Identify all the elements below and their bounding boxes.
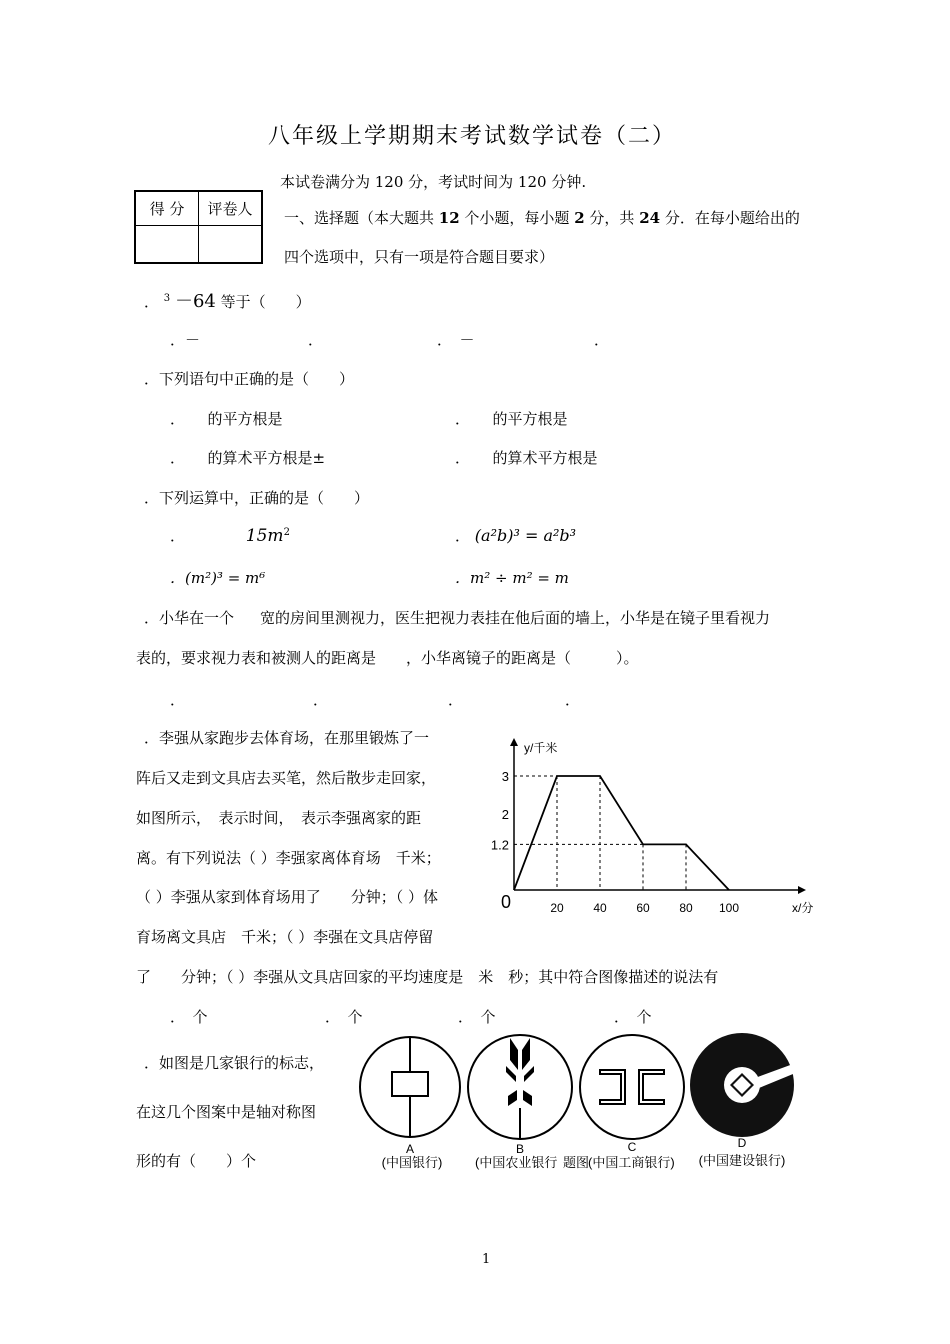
q4-text: ．小华在一个 <box>144 609 235 627</box>
section-heading-line2: 四个选项中，只有一项是符合题目要求） <box>284 248 555 266</box>
q4-option-c[interactable]: ． <box>448 691 464 709</box>
q1-tail: 等于（ ） <box>220 293 311 311</box>
q4-option-d[interactable]: ． <box>565 691 581 709</box>
bank-logos <box>355 1030 805 1170</box>
q5-line: 如图所示， 表示时间， 表示李强离家的距 <box>136 809 422 827</box>
distance-time-chart <box>480 732 820 922</box>
q6-line: ．如图是几家银行的标志， <box>144 1054 325 1072</box>
q5-option-b[interactable]: ． 个 <box>325 1008 363 1026</box>
q1-stem <box>144 287 311 313</box>
q5-line: ．李强从家跑步去体育场，在那里锻炼了一 <box>144 729 430 747</box>
q5-option-c[interactable]: ． 个 <box>458 1008 496 1026</box>
q2-option-c[interactable]: ． 的算术平方根是± <box>170 449 326 467</box>
q6-line: 在这几个图案中是轴对称图 <box>136 1103 317 1121</box>
section-text: 一、选择题（本大题共 <box>284 209 439 227</box>
q3-option-c[interactable]: ．(m²)³ = m⁶ <box>170 569 266 587</box>
q5-line: 阵后又走到文具店去买笔，然后散步走回家， <box>136 769 437 787</box>
y-tick-label: 1.2 <box>490 837 509 853</box>
q1-option-b[interactable]: ． <box>308 331 324 349</box>
q1-option-a[interactable]: ．－ <box>170 331 201 349</box>
q3-option-a-dot: ． <box>170 527 186 545</box>
logo-caption: (中国农业银行 <box>475 1155 558 1170</box>
q5-option-a[interactable]: ． 个 <box>170 1008 208 1026</box>
q3-option-b[interactable] <box>455 525 576 546</box>
q5-option-d[interactable]: ． 个 <box>614 1008 652 1026</box>
logo-caption: (中国银行) <box>381 1155 443 1170</box>
score-table <box>134 190 263 264</box>
q6-line: 形的有（ ）个 <box>136 1152 257 1170</box>
q1-root-index: 3 <box>163 293 171 304</box>
q2-option-b[interactable]: ． 的平方根是 <box>455 410 568 428</box>
logo-caption: (中国工商银行) <box>588 1155 675 1170</box>
logo-a-bank-of-china-icon <box>360 1037 460 1137</box>
q2-option-a[interactable]: ． 的平方根是 <box>170 410 283 428</box>
q3-option-b-expr: (a²b)³ = a²b³ <box>474 526 577 545</box>
q2-stem: ．下列语句中正确的是（ ） <box>144 370 355 388</box>
q1-option-d[interactable]: ． <box>594 331 610 349</box>
q3-option-b-dot: ． <box>455 527 471 545</box>
x-tick-label: 100 <box>718 901 740 915</box>
score-header: 得 分 <box>135 191 199 226</box>
q3-option-a[interactable] <box>170 525 290 546</box>
section-text: 分．在每小题给出的 <box>660 209 800 227</box>
grader-header: 评卷人 <box>199 191 263 226</box>
logo-caption: (中国建设银行) <box>698 1153 786 1168</box>
score-cell[interactable] <box>135 226 199 264</box>
logo-letter: D <box>737 1136 747 1150</box>
section-points: 2 <box>574 209 585 227</box>
y-tick-label: 2 <box>501 807 509 822</box>
q4-line1 <box>144 607 770 628</box>
x-tick-label: 80 <box>679 901 693 915</box>
q5-line: 离。有下列说法（ ）李强家离体育场 千米； <box>136 849 441 867</box>
q3-option-a-expr: 15m <box>245 526 284 546</box>
logo-letter: A <box>405 1142 415 1156</box>
page-title: 八年级上学期期末考试数学试卷（二） <box>268 124 677 149</box>
section-total: 24 <box>639 209 661 227</box>
section-text: 个小题，每小题 <box>459 209 575 227</box>
q3-stem: ．下列运算中，正确的是（ ） <box>144 489 370 507</box>
page-number: 1 <box>482 1252 491 1267</box>
figure-caption: 题图 <box>563 1155 590 1170</box>
x-axis-arrow-icon <box>798 886 806 894</box>
q4-option-b[interactable]: ． <box>313 691 329 709</box>
q4-text: 宽的房间里测视力，医生把视力表挂在他后面的墙上，小华是在镜子里看视力 <box>260 609 771 627</box>
section-count: 12 <box>438 209 460 227</box>
origin-label: 0 <box>500 892 512 912</box>
q1-dot: ． <box>144 293 160 311</box>
q5-line: 了 分钟；（ ）李强从文具店回家的平均速度是 米 秒；其中符合图像描述的说法有 <box>136 968 719 986</box>
q4-line2: 表的，要求视力表和被测人的距离是 ，小华离镜子的距离是（ ）。 <box>136 649 639 667</box>
exam-intro: 本试卷满分为 120 分，考试时间为 120 分钟. <box>280 173 587 191</box>
x-tick-label: 40 <box>593 901 607 915</box>
q4-option-a[interactable]: ． <box>170 691 186 709</box>
q1-radicand: －64 <box>174 291 216 312</box>
section-heading <box>284 207 800 228</box>
x-tick-label: 20 <box>550 901 564 915</box>
y-tick-label: 3 <box>501 769 509 784</box>
q3-option-d[interactable]: ．m² ÷ m² = m <box>455 569 569 587</box>
y-axis-arrow-icon <box>510 738 518 746</box>
logo-b-agricultural-bank-icon <box>468 1035 572 1139</box>
x-tick-label: 60 <box>636 901 650 915</box>
q5-line: （ ）李强从家到体育场用了 分钟；（ ）体 <box>136 888 439 906</box>
section-text: 分，共 <box>584 209 640 227</box>
y-axis-label: y/千米 <box>524 741 558 755</box>
logo-letter: C <box>627 1140 637 1154</box>
series-line <box>514 776 729 890</box>
logo-letter: B <box>515 1142 525 1156</box>
logo-c-icbc-icon <box>580 1035 684 1139</box>
q2-option-d[interactable]: ． 的算术平方根是 <box>455 449 598 467</box>
grader-cell[interactable] <box>199 226 263 264</box>
x-axis-label: x/分 <box>792 901 814 915</box>
logo-d-construction-bank-icon <box>690 1033 794 1137</box>
q1-option-c[interactable]: ． － <box>437 331 475 349</box>
q3-option-a-exp: 2 <box>283 527 290 538</box>
q5-line: 育场离文具店 千米；（ ）李强在文具店停留 <box>136 928 434 946</box>
